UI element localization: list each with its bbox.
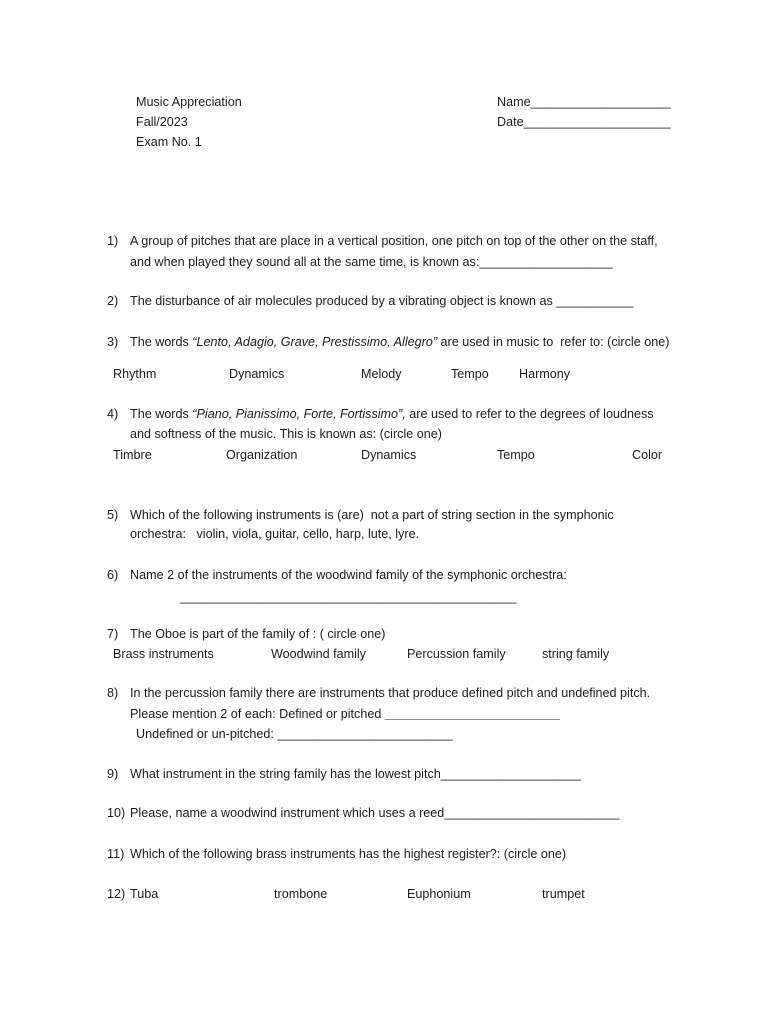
question-number: 1): [107, 234, 119, 248]
question-text: The Oboe is part of the family of : ( circle one): [130, 627, 386, 641]
undefined-prompt: Undefined or un-pitched: _________________________: [136, 727, 453, 741]
answer-option: Timbre: [113, 448, 152, 462]
question-text: The disturbance of air molecules produced by a vibrating object is known as ___________: [130, 294, 634, 308]
question-text: [130, 334, 669, 350]
question-text: A group of pitches that are place in a vertical position, one pitch on top of the other on the staff,: [130, 234, 658, 248]
question-text-plain: are used in music to refer to: (circle one): [437, 335, 670, 349]
question-text: and when played they sound all at the same time, is known as:___________________: [130, 255, 613, 269]
question-text: orchestra: violin, viola, guitar, cello, harp, lute, lyre.: [130, 527, 420, 541]
question-text: Which of the following instruments is (are) not a part of string section in the symphonic: [130, 508, 614, 522]
question-text: and softness of the music. This is known as: (circle one): [130, 427, 442, 441]
question-number: 12): [107, 887, 126, 901]
answer-blank: _________________________: [384, 707, 560, 721]
answer-option: Percussion family: [407, 647, 506, 661]
answer-option: Color: [632, 448, 663, 462]
question-text: [130, 406, 654, 422]
exam-number: Exam No. 1: [136, 135, 202, 149]
answer-option: Brass instruments: [113, 647, 214, 661]
answer-option: trumpet: [542, 887, 585, 901]
question-text: What instrument in the string family has the lowest pitch____________________: [130, 767, 581, 781]
question-text: In the percussion family there are instruments that produce defined pitch and undefined pitch.: [130, 686, 651, 700]
question-number: 11): [107, 847, 125, 861]
name-field: Name____________________: [497, 95, 671, 109]
answer-option: Melody: [361, 367, 402, 381]
answer-option: Dynamics: [361, 448, 417, 462]
answer-option: Tempo: [451, 367, 489, 381]
date-field: Date_____________________: [497, 115, 671, 129]
question-text-italic: “Piano, Pianissimo, Forte, Fortissimo”,: [192, 407, 406, 421]
question-text-italic: “Lento, Adagio, Grave, Prestissimo, Allegro”: [192, 335, 438, 349]
question-number: 6): [107, 568, 119, 582]
answer-option: Harmony: [519, 367, 571, 381]
answer-blank: ________________________________________________: [180, 590, 517, 604]
question-text-plain: The words: [130, 335, 193, 349]
answer-option: Euphonium: [407, 887, 471, 901]
question-number: 3): [107, 335, 119, 349]
question-number: 9): [107, 767, 119, 781]
answer-option: Tuba: [130, 887, 159, 901]
question-number: 10): [107, 806, 126, 820]
answer-option: string family: [542, 647, 610, 661]
answer-option: Woodwind family: [271, 647, 366, 661]
question-text-plain: are used to refer to the degrees of loudness: [405, 407, 654, 421]
question-text-plain: The words: [130, 407, 193, 421]
question-number: 2): [107, 294, 119, 308]
defined-prompt: Please mention 2 of each: Defined or pitched: [130, 707, 385, 721]
question-text: Please, name a woodwind instrument which uses a reed_________________________: [130, 806, 620, 820]
question-number: 8): [107, 686, 119, 700]
answer-option: Rhythm: [113, 367, 157, 381]
answer-option: Organization: [226, 448, 298, 462]
course-title: Music Appreciation: [136, 95, 242, 109]
answer-option: Dynamics: [229, 367, 285, 381]
question-number: 4): [107, 407, 119, 421]
question-number: 5): [107, 508, 119, 522]
question-text: [130, 706, 560, 722]
question-text: Which of the following brass instruments has the highest register?: (circle one): [130, 847, 567, 861]
answer-option: trombone: [274, 887, 328, 901]
term: Fall/2023: [136, 115, 188, 129]
question-number: 7): [107, 627, 119, 641]
question-text: Name 2 of the instruments of the woodwind family of the symphonic orchestra:: [130, 568, 567, 582]
answer-option: Tempo: [497, 448, 535, 462]
